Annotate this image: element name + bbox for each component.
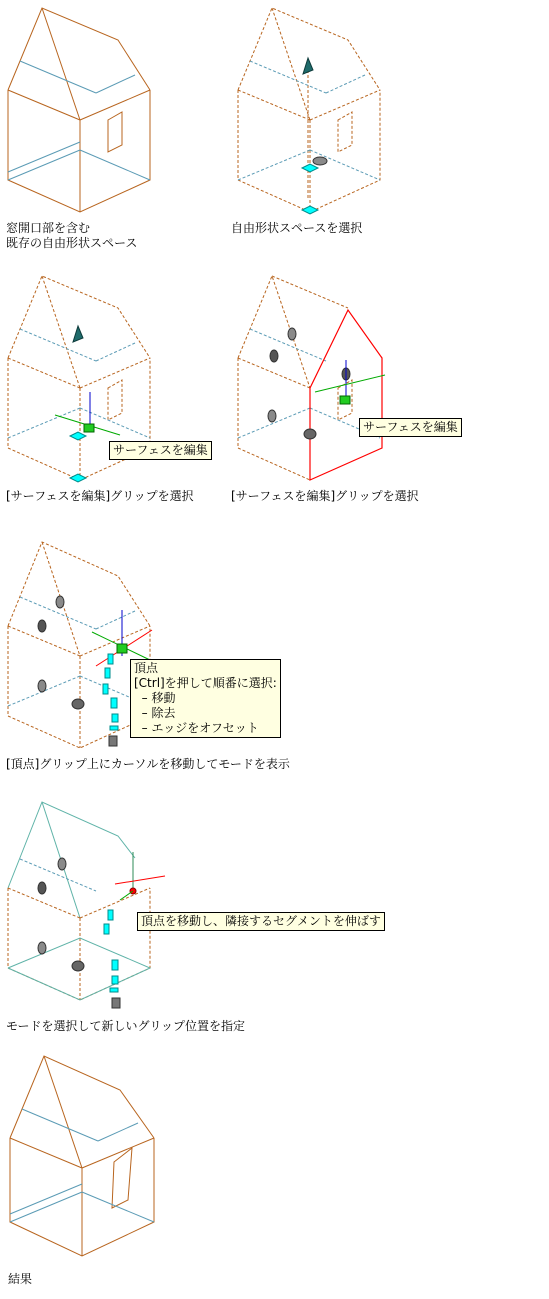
- cyan-grip-icon: [302, 164, 318, 172]
- round-grip-icon: [38, 882, 46, 894]
- tooltip-vertex-line: – 移動: [134, 691, 176, 705]
- house-figure-2: [230, 0, 390, 215]
- round-grip-icon: [313, 157, 327, 165]
- tooltip-vertex-line: – エッジをオフセット: [134, 721, 259, 735]
- round-grip-icon: [304, 429, 316, 439]
- arrow-grip-icon: [303, 58, 313, 74]
- tooltip-vertex-title: 頂点: [134, 661, 159, 675]
- tooltip-vertex: [130, 659, 281, 738]
- round-grip-icon: [268, 410, 276, 422]
- edit-surface-grip-icon: [84, 424, 94, 432]
- caption-step6: モードを選択して新しいグリップ位置を指定: [6, 1019, 246, 1033]
- round-grip-icon: [56, 596, 64, 608]
- caption-step5: [頂点]グリップ上にカーソルを移動してモードを表示: [6, 757, 290, 771]
- caption-step1-line1: 窓開口部を含む: [6, 221, 91, 235]
- house-figure-6: [0, 800, 170, 1015]
- caption-step7: 結果: [8, 1272, 33, 1286]
- edit-surface-grip-icon: [340, 396, 350, 404]
- round-grip-icon: [38, 620, 46, 632]
- caption-step2: 自由形状スペースを選択: [231, 221, 363, 235]
- caption-step3: [サーフェスを編集]グリップを選択: [6, 489, 194, 503]
- tooltip-edit-surface-b: サーフェスを編集: [359, 418, 462, 437]
- arrow-grip-icon: [73, 326, 83, 342]
- caption-step4: [サーフェスを編集]グリップを選択: [231, 489, 419, 503]
- round-grip-icon: [288, 328, 296, 340]
- house-figure-4: [230, 270, 400, 485]
- vertex-grip-icon: [117, 644, 127, 653]
- caption-step1-line2: 既存の自由形状スペース: [6, 236, 138, 250]
- round-grip-icon: [58, 858, 66, 870]
- tooltip-move-vertex: 頂点を移動し、隣接するセグメントを伸ばす: [137, 912, 385, 931]
- house-figure-1: [0, 0, 160, 215]
- round-grip-icon: [38, 942, 46, 954]
- caption-step1: [6, 221, 137, 251]
- tooltip-vertex-line: [Ctrl]を押して順番に選択:: [134, 676, 277, 690]
- tooltip-vertex-line: – 除去: [134, 706, 176, 720]
- cyan-grip-icon: [70, 432, 86, 440]
- cyan-grip-icon-bottom: [302, 206, 318, 214]
- round-grip-icon: [72, 961, 84, 971]
- round-grip-icon: [38, 680, 46, 692]
- cyan-grip-icon-bottom: [70, 474, 86, 482]
- house-figure-7: [0, 1050, 170, 1270]
- tooltip-edit-surface-a: サーフェスを編集: [109, 441, 212, 460]
- round-grip-icon: [72, 699, 84, 709]
- round-grip-icon: [270, 350, 278, 362]
